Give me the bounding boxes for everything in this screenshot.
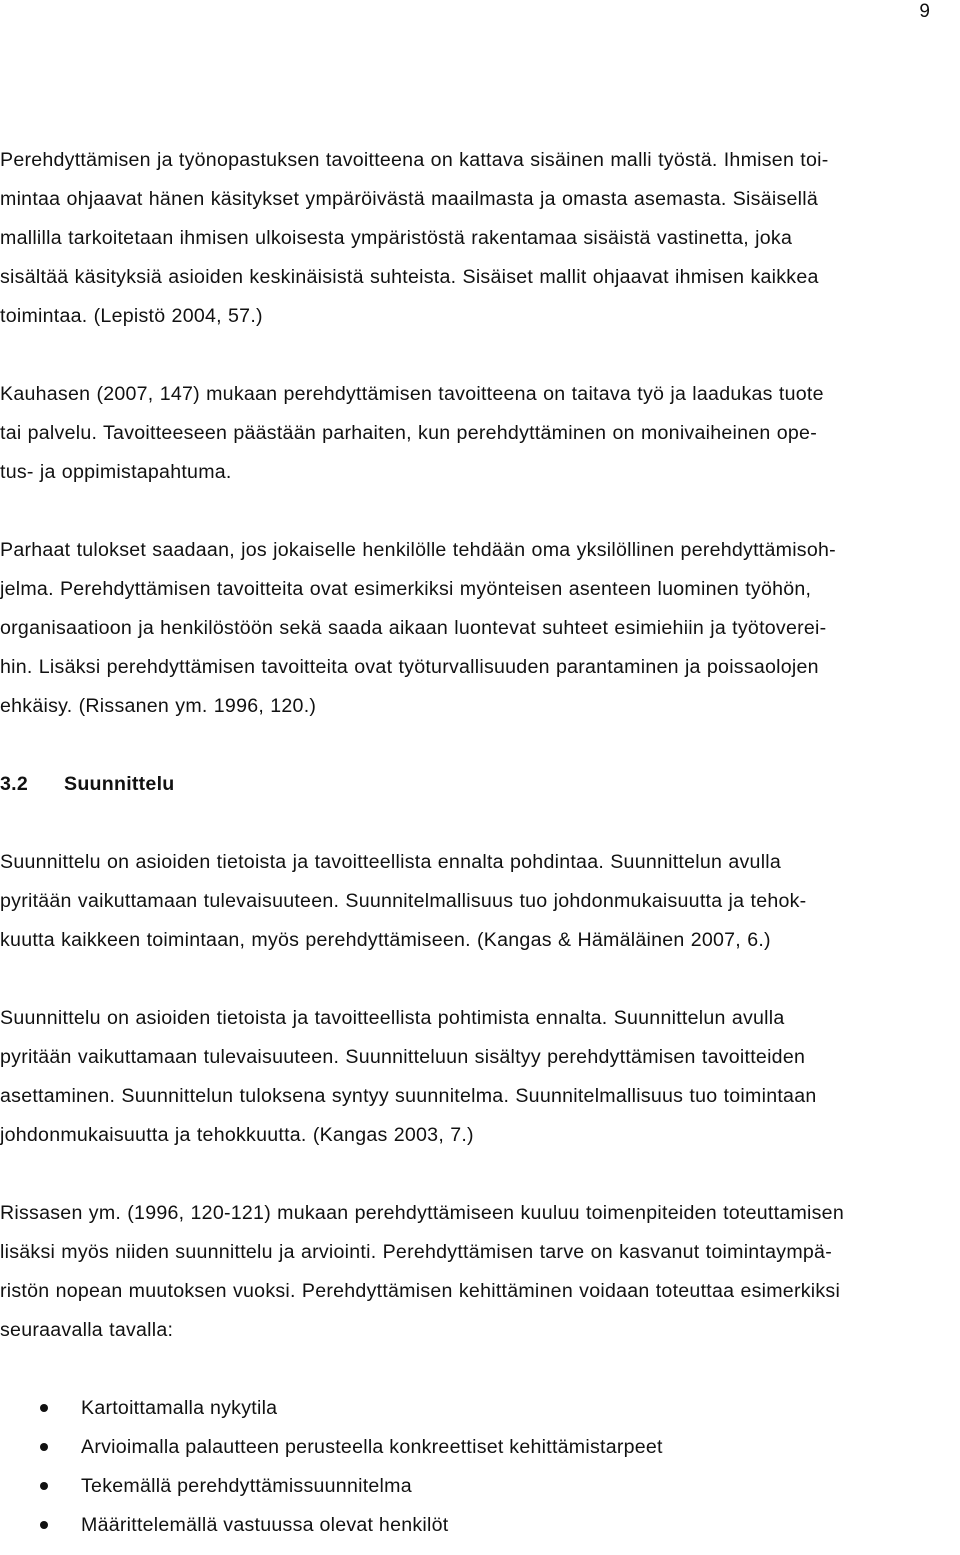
- text-line: kuutta kaikkeen toimintaan, myös perehdyttämiseen. (Kangas & Hämäläinen 2007, 6.): [0, 929, 771, 951]
- list-item: [0, 1467, 958, 1506]
- text-line: sisältää käsityksiä asioiden keskinäisistä suhteista. Sisäiset mallit ohjaavat ihmisen kaikkea: [0, 266, 819, 288]
- list-item-text: Määrittelemällä vastuussa olevat henkilöt: [81, 1514, 449, 1536]
- text-line: mallilla tarkoitetaan ihmisen ulkoisesta ympäristöstä rakentamaa sisäistä vastinetta, joka: [0, 227, 793, 249]
- text-line: organisaatioon ja henkilöstöön sekä saada aikaan luontevat suhteet esimiehiin ja työtoverei-: [0, 617, 827, 639]
- text-line: Suunnittelu on asioiden tietoista ja tavoitteellista pohtimista ennalta. Suunnittelun avulla: [0, 1007, 785, 1029]
- text-line: Perehdyttämisen ja työnopastuksen tavoitteena on kattava sisäinen malli työstä. Ihmisen toi-: [0, 149, 829, 171]
- text-line: jelma. Perehdyttämisen tavoitteita ovat esimerkiksi myönteisen asenteen luominen työhön,: [0, 578, 812, 600]
- text-line: asettaminen. Suunnittelun tuloksena syntyy suunnitelma. Suunnitelmallisuus tuo toimintaan: [0, 1085, 817, 1107]
- text-line: tai palvelu. Tavoitteeseen päästään parhaiten, kun perehdyttäminen on monivaiheinen ope-: [0, 422, 817, 444]
- text-line: Parhaat tulokset saadaan, jos jokaiselle henkilölle tehdään oma yksilöllinen perehdyttämisoh-: [0, 539, 836, 561]
- list-item: [0, 1389, 958, 1428]
- bullet-icon: [40, 1482, 48, 1490]
- page-number: 9: [919, 1, 930, 22]
- paragraph-rissanen: [0, 1194, 958, 1350]
- list-item: [0, 1428, 958, 1467]
- text-line: mintaa ohjaavat hänen käsitykset ympäröivästä maailmasta ja omasta asemasta. Sisäisellä: [0, 188, 818, 210]
- text-line: pyritään vaikuttamaan tulevaisuuteen. Suunnitelmallisuus tuo johdonmukaisuutta ja tehok-: [0, 890, 807, 912]
- list-item-text: Kartoittamalla nykytila: [81, 1397, 278, 1419]
- bullet-list: [0, 1389, 958, 1545]
- text-line: Kauhasen (2007, 147) mukaan perehdyttämisen tavoitteena on taitava työ ja laadukas tuote: [0, 383, 824, 405]
- paragraph-planning-definition: [0, 843, 958, 960]
- text-line: toimintaa. (Lepistö 2004, 57.): [0, 305, 263, 327]
- paragraph-internal-model: [0, 141, 958, 336]
- paragraph-planning-kangas: [0, 999, 958, 1155]
- list-item: [0, 1506, 958, 1545]
- section-title: Suunnittelu: [64, 773, 175, 795]
- bullet-icon: [40, 1443, 48, 1451]
- text-line: seuraavalla tavalla:: [0, 1319, 174, 1341]
- text-line: ehkäisy. (Rissanen ym. 1996, 120.): [0, 695, 317, 717]
- text-line: hin. Lisäksi perehdyttämisen tavoitteita ovat työturvallisuuden parantaminen ja poissaolojen: [0, 656, 819, 678]
- section-heading: [0, 765, 958, 804]
- document-body: [0, 141, 958, 1545]
- text-line: ristön nopean muutoksen vuoksi. Perehdyttämisen kehittäminen voidaan toteuttaa esimerkiksi: [0, 1280, 841, 1302]
- list-item-text: Tekemällä perehdyttämissuunnitelma: [81, 1475, 412, 1497]
- section-number: 3.2: [0, 773, 28, 795]
- text-line: Rissasen ym. (1996, 120-121) mukaan perehdyttämiseen kuuluu toimenpiteiden toteuttamisen: [0, 1202, 844, 1224]
- paragraph-kauhanen: [0, 375, 958, 492]
- text-line: lisäksi myös niiden suunnittelu ja arviointi. Perehdyttämisen tarve on kasvanut toimintaympä-: [0, 1241, 832, 1263]
- text-line: johdonmukaisuutta ja tehokkuutta. (Kangas 2003, 7.): [0, 1124, 474, 1146]
- paragraph-best-results: [0, 531, 958, 726]
- bullet-icon: [40, 1521, 48, 1529]
- bullet-icon: [40, 1404, 48, 1412]
- text-line: pyritään vaikuttamaan tulevaisuuteen. Suunnitteluun sisältyy perehdyttämisen tavoitteiden: [0, 1046, 806, 1068]
- text-line: tus- ja oppimistapahtuma.: [0, 461, 232, 483]
- text-line: Suunnittelu on asioiden tietoista ja tavoitteellista ennalta pohdintaa. Suunnittelun avulla: [0, 851, 782, 873]
- list-item-text: Arvioimalla palautteen perusteella konkreettiset kehittämistarpeet: [81, 1436, 663, 1458]
